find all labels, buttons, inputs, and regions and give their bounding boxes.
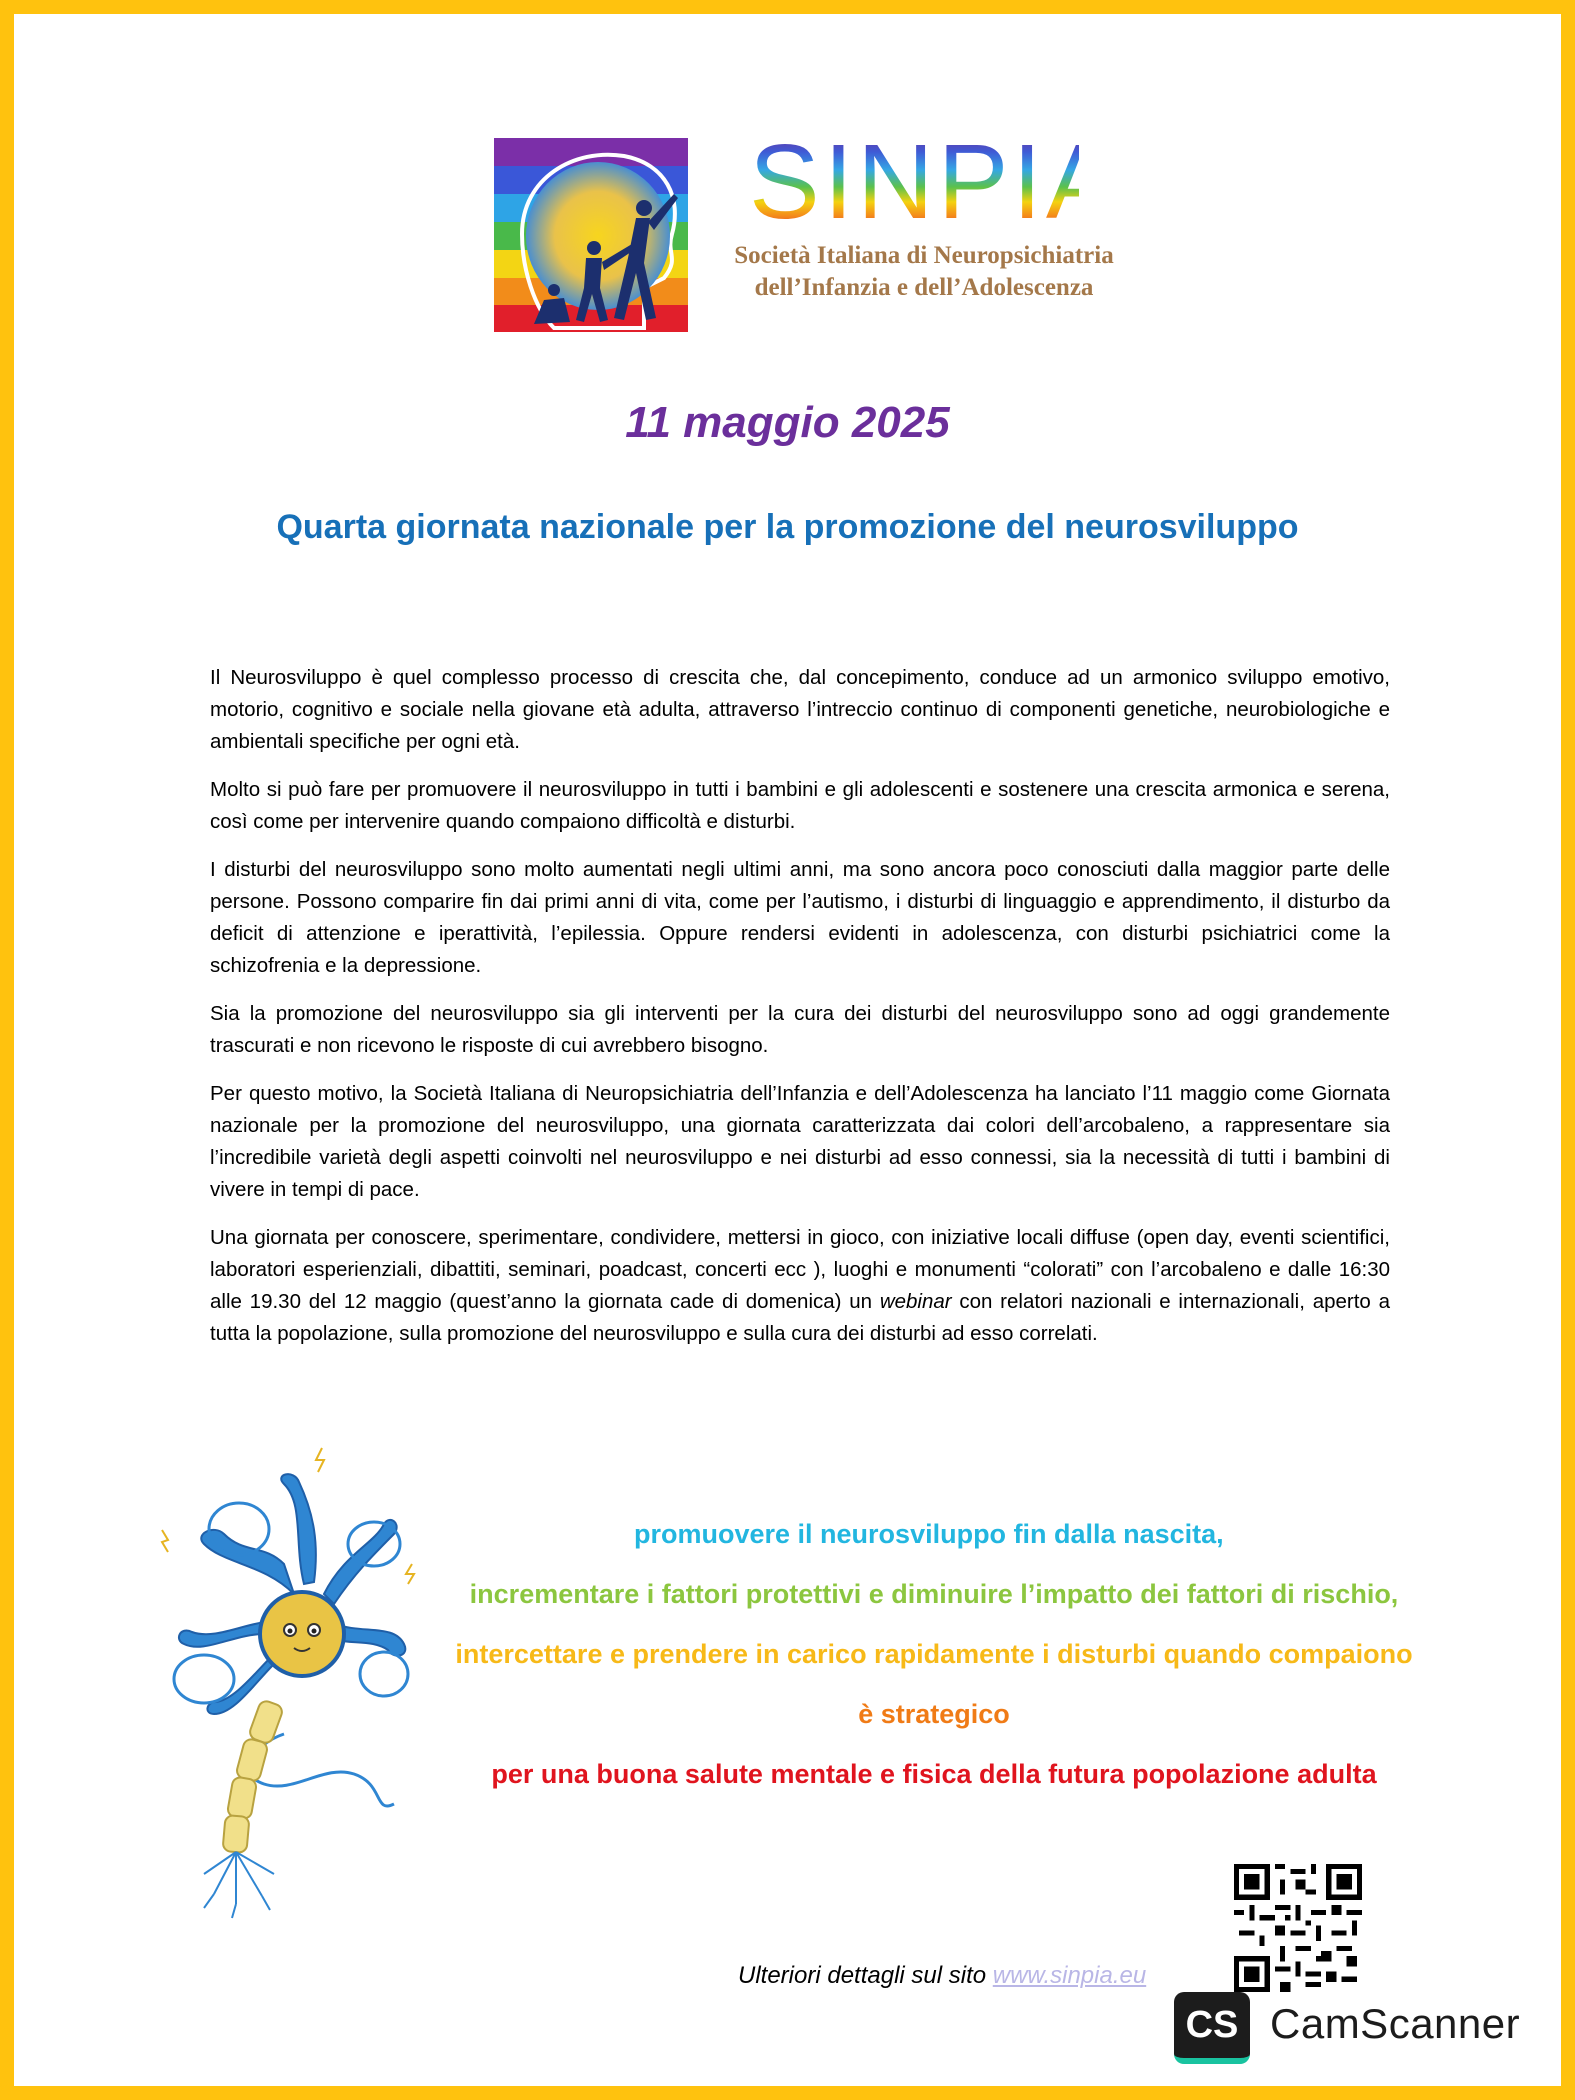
footer-text: Ulteriori dettagli sul sito: [738, 1962, 993, 1989]
paragraph-part: con relatori nazionali e internazionali, aperto a tutta la popolazione, sulla promozione del neurosviluppo e sulla cura dei disturbi ad esso correlati.: [210, 1290, 1390, 1345]
webinar-emphasis: webinar: [879, 1290, 952, 1313]
slogan-line: è strategico: [858, 1699, 1010, 1729]
slogan-line: incrementare i fattori protettivi e diminuire l’impatto dei fattori di rischio,: [469, 1579, 1399, 1609]
society-name-line1: Società Italiana di Neuropsichiatria: [734, 242, 1114, 269]
slogan-line: per una buona salute mentale e fisica della futura popolazione adulta: [491, 1759, 1377, 1789]
slogan-line: intercettare e prendere in carico rapidamente i disturbi quando compaiono: [455, 1639, 1413, 1669]
slogan-line: promuovere il neurosviluppo fin dalla nascita,: [634, 1519, 1224, 1549]
camscanner-badge: CS: [1174, 1992, 1250, 2064]
paragraph-webinar: [210, 1222, 1390, 1350]
event-subtitle: Quarta giornata nazionale per la promozione del neurosviluppo: [276, 508, 1299, 546]
sinpia-logo-icon: [494, 138, 688, 332]
qr-code-icon[interactable]: [1234, 1864, 1362, 1992]
paragraph: Sia la promozione del neurosviluppo sia gli interventi per la cura dei disturbi del neurosviluppo sono ad oggi grandemente trascurati e non ricevono le risposte di cui avrebbero bisogno.: [210, 1002, 1390, 1057]
slogans: [374, 1504, 1494, 1804]
sinpia-wordmark: SINPIA: [749, 123, 1121, 241]
website-link[interactable]: www.sinpia.eu: [992, 1962, 1147, 1989]
camscanner-name: CamScanner: [1270, 2000, 1521, 2047]
paragraph: Molto si può fare per promuovere il neurosviluppo in tutti i bambini e gli adolescenti e sostenere una crescita armonica e serena, così come per intervenire quando compaiono difficoltà e disturbi.: [210, 778, 1390, 833]
society-name-line2: dell’Infanzia e dell’Adolescenza: [754, 274, 1094, 301]
qr-code-graphic: [1234, 1864, 1362, 1992]
camscanner-logo-icon: [1174, 1992, 1544, 2064]
paragraph: Per questo motivo, la Società Italiana di Neuropsichiatria dell’Infanzia e dell’Adolescenza ha lanciato l’11 maggio come Giornata nazionale per la promozione del neurosviluppo, una giornata caratterizzata dai colori dell’arcobaleno, a rappresentare sia l’incredibile varietà degli aspetti coinvolti nel neurosviluppo e nei disturbi ad esso connessi, sia la necessità di tutti i bambini di vivere in tempi di pace.: [210, 1082, 1390, 1201]
paragraph: Il Neurosviluppo è quel complesso processo di crescita che, dal concepimento, conduce ad un armonico sviluppo emotivo, motorio, cognitivo e sociale nella giovane età adulta, attraverso l’intreccio continuo di componenti genetiche, neurobiologiche e ambientali specifiche per ogni età.: [210, 666, 1390, 753]
sinpia-logo: [494, 123, 1144, 337]
event-date: 11 maggio 2025: [625, 398, 950, 447]
paragraph-part: Una giornata per conoscere, sperimentare, condividere, mettersi in gioco, con iniziative locali diffuse (open day, eventi scientifici, laboratori esperienziali, dibattiti, seminari, poadcast, concerti ecc ), luoghi e monumenti “colorati” con l’arcobaleno e dalle 16:30 alle 19.30 del 12 maggio (quest’anno la giornata cade di domenica) un: [210, 1226, 1390, 1313]
paragraph: I disturbi del neurosviluppo sono molto aumentati negli ultimi anni, ma sono ancora poco conosciuti dalla maggior parte delle persone. Possono comparire fin dai primi anni di vita, come per l’autismo, i disturbi di linguaggio e apprendimento, il disturbo da deficit di attenzione e iperattività, l’epilessia. Oppure rendersi evidenti in adolescenza, con disturbi psichiatrici come la schizofrenia e la depressione.: [210, 858, 1390, 977]
rainbow-family-emblem: [494, 138, 688, 332]
footer-more-info: [738, 1962, 1146, 1990]
body-text: [210, 662, 1390, 1366]
society-name: [694, 240, 1154, 304]
